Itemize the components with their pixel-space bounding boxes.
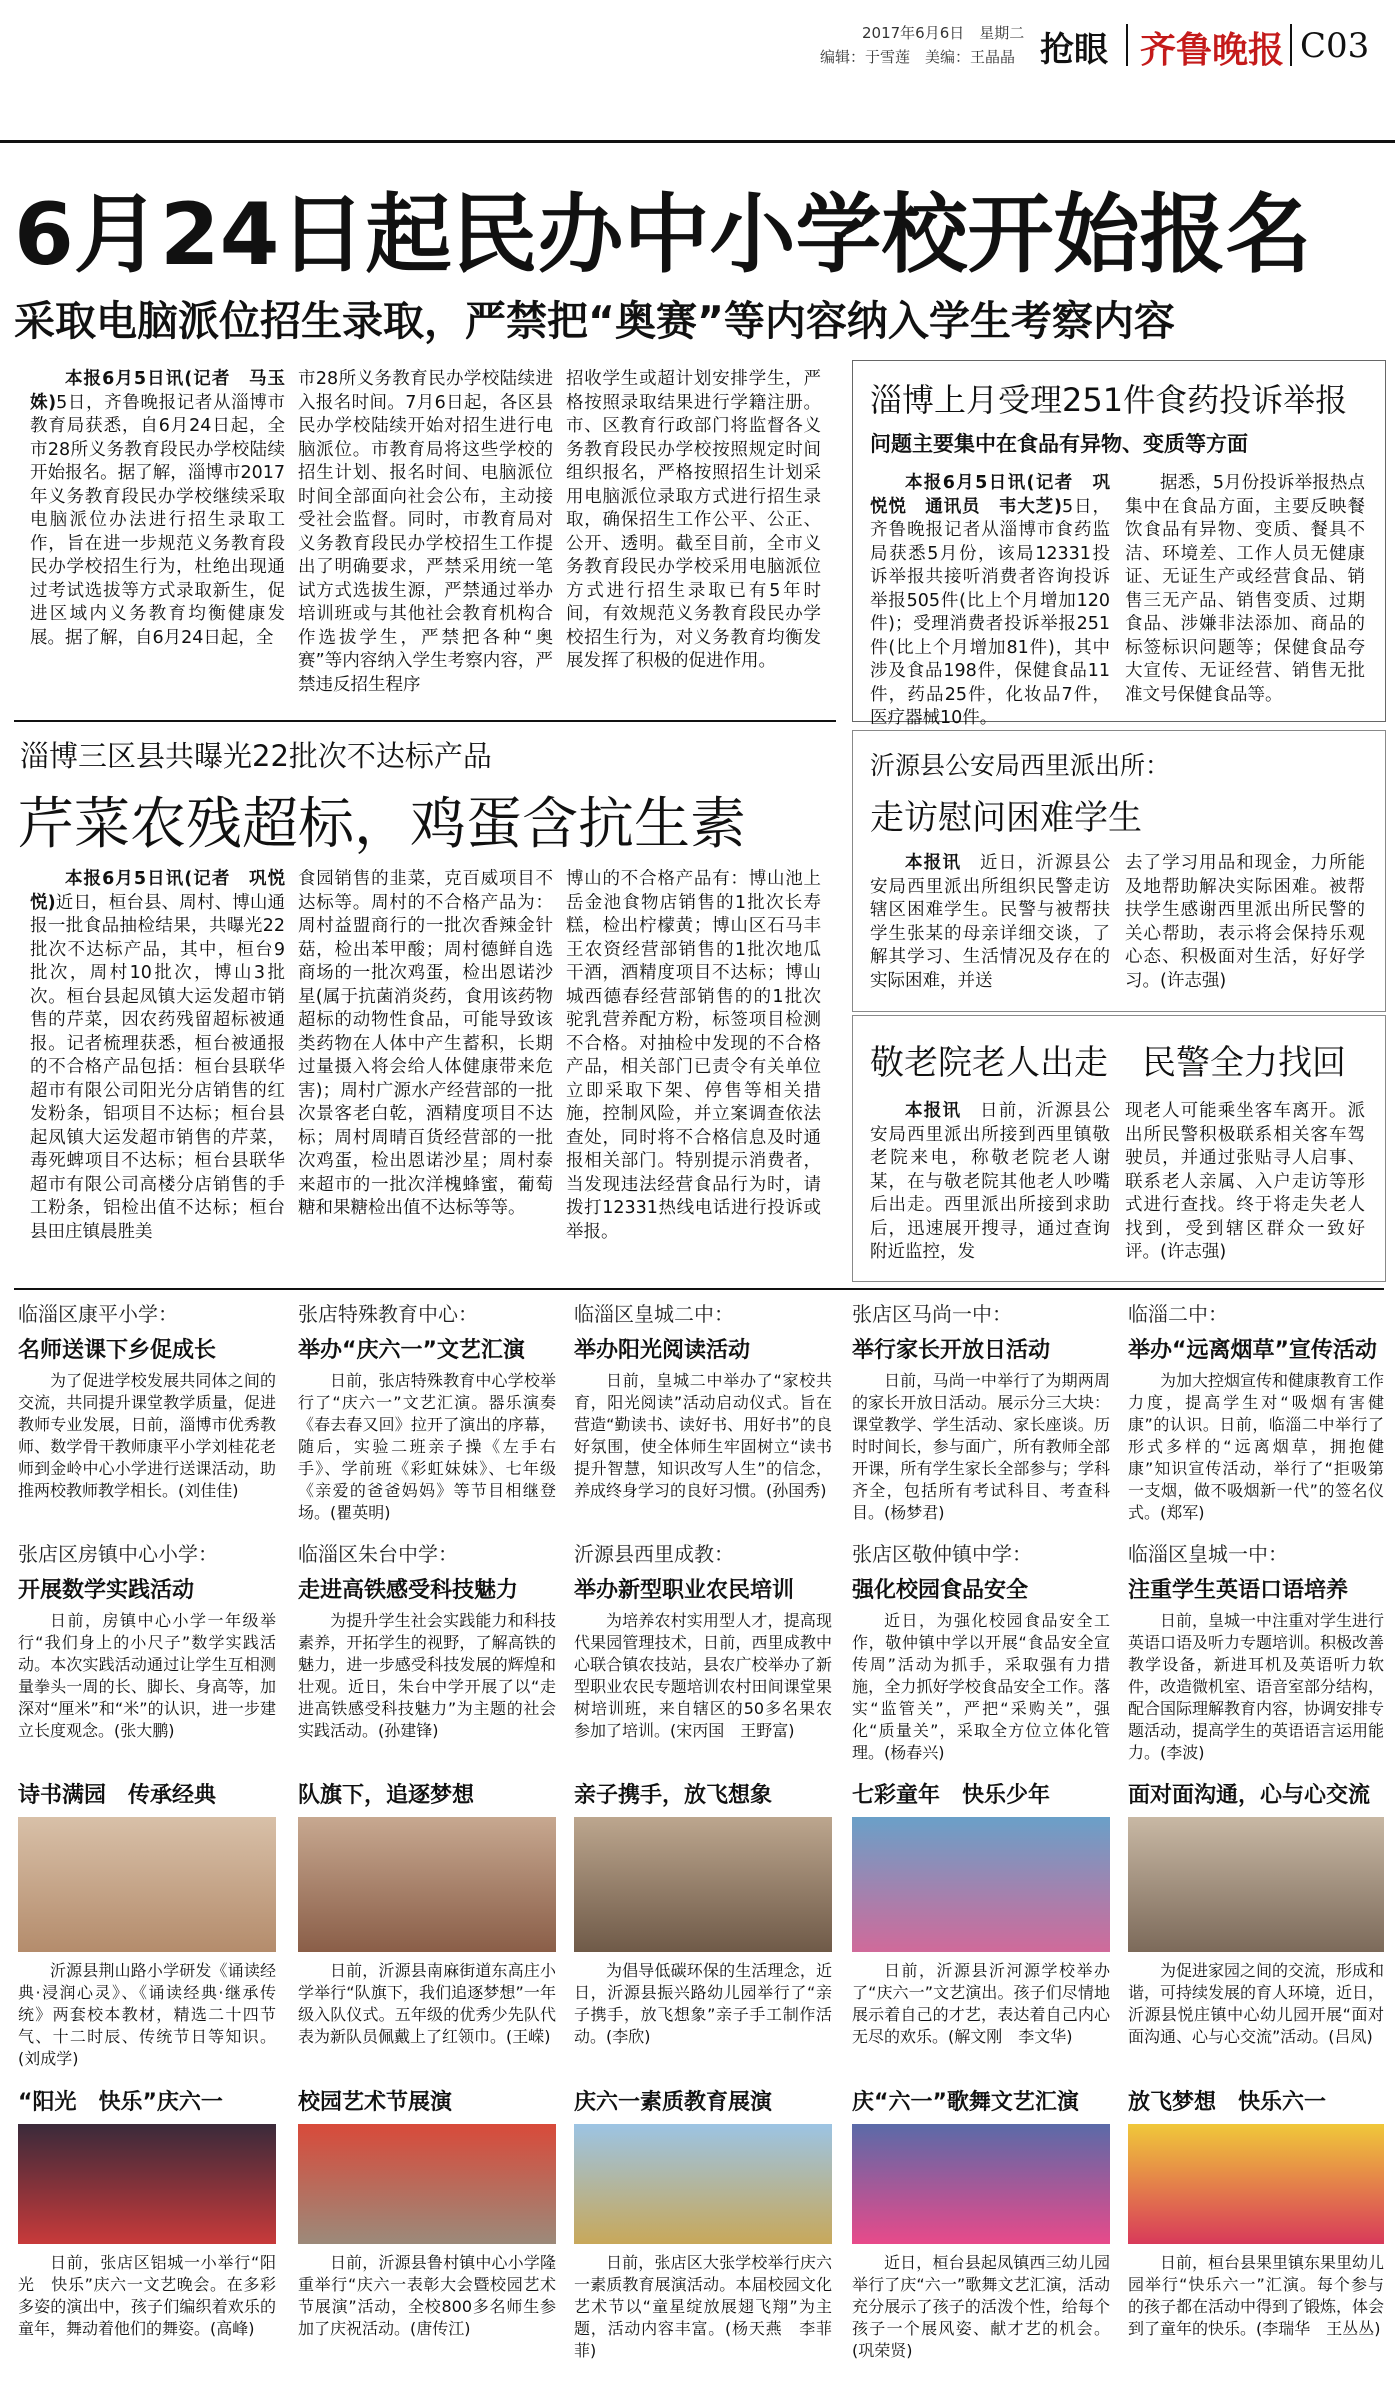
elder-col2-text: 现老人可能乘坐客车离开。派出所民警积极联系相关客车驾驶员，并通过张贴寻人启事、联系老人亲属、入户走访等形式进行查找。终于将走失老人找到，受到辖区群众一致好评。 xyxy=(1125,1101,1365,1262)
school-author: (张大鹏) xyxy=(114,1721,175,1740)
school-item xyxy=(1128,1538,1384,1764)
photo-author: (解文刚 李文华) xyxy=(948,2027,1073,2046)
school-label: 张店区房镇中心小学： xyxy=(18,1542,218,1566)
school-text: 日前，房镇中心小学一年级举行“我们身上的小尺子”数学实践活动。本次实践活动通过让学生互相测量拳头一周的长、脚长、身高等，加深对“厘米”和“米”的认识，进一步建立长度观念。 xyxy=(18,1611,276,1740)
school-title: 走进高铁感受科技魅力 xyxy=(298,1578,519,1603)
photo-text: 为倡导低碳环保的生活理念，近日，沂源县振兴路幼儿园举行了“亲子携手，放飞想象”亲子手工制作活动。 xyxy=(574,1961,832,2046)
veg-col1 xyxy=(30,868,285,1244)
police-title: 走访慰问困难学生 xyxy=(870,798,1142,838)
photo-author: (刘成学) xyxy=(18,2049,79,2068)
photo-text: 日前，沂源县南麻街道东高庄小学举行“队旗下，我们追逐梦想”一年级入队仪式。五年级的优秀少先队代表为新队员佩戴上了红领巾。 xyxy=(298,1961,556,2046)
photo-text: 日前，桓台县果里镇东果里幼儿园举行“快乐六一”汇演。每个参与的孩子都在活动中得到了锻炼，体会到了童年的快乐。 xyxy=(1128,2253,1385,2338)
newspaper-brand: 齐鲁晚报 xyxy=(1140,29,1285,71)
photo-text: 近日，桓台县起凤镇西三幼儿园举行了庆“六一”歌舞文艺汇演，活动充分展示了孩子的活泼个性，给每个孩子一个展风姿、献才艺的机会。 xyxy=(852,2253,1110,2338)
photo-image xyxy=(852,1817,1110,1952)
main-col1-text: 5日，齐鲁晚报记者从淄博市教育局获悉，自6月24日起，全市28所义务教育段民办学校陆续开始报名。据了解，淄博市2017年义务教育段民办学校继续采取电脑派位办法进行招生录取工作，旨在进一步规范义务教育段民办学校招生行为，杜绝出现通过考试选拔等方式录取新生，促进区域内义务教育均衡健康发展。据了解，自6月24日起，全 xyxy=(30,392,286,648)
elder-lead: 本报讯 xyxy=(905,1101,962,1121)
header-editor: 编辑：于雪莲 美编：王晶晶 xyxy=(820,48,1016,66)
school-title: 注重学生英语口语培养 xyxy=(1128,1578,1349,1603)
school-item xyxy=(298,1538,556,1742)
police-col1-text: 近日，沂源县公安局西里派出所组织民警走访辖区困难学生。民警与被帮扶学生张某的母亲详细交谈，了解其学习、生活情况及存在的实际困难，并送 xyxy=(870,853,1110,991)
photo-image xyxy=(298,2124,556,2244)
photo-title: 放飞梦想 快乐六一 xyxy=(1128,2090,1327,2115)
main-headline: 6月24日起民办中小学校开始报名 xyxy=(14,185,1312,285)
photo-item xyxy=(298,2085,556,2340)
veg-col1-text: 近日，桓台县、周村、博山通报一批食品抽检结果，共曝光22批次不达标产品，其中，桓台9批次，周村10批次，博山3批次。桓台县起凤镇大运发超市销售的芹菜，因农药残留超标被通报。记者梳理获悉，桓台被通报的不合格产品包括：桓台县联华超市有限公司阳光分店销售的红发粉条，铝项目不达标；桓台县起凤镇大运发超市销售的芹菜，毒死蜱项目不达标；桓台县联华超市有限公司高楼分店销售的手工粉条，铝检出值不达标；桓台县田庄镇晨胜美 xyxy=(30,892,286,1242)
school-text: 日前，皇城一中注重对学生进行英语口语及听力专题培训。积极改善教学设备，新进耳机及英语听力软件，改造微机室、语音室部分结构，配合国际理解教育内容，协调安排专题活动，提高学生的英语语言运用能力。 xyxy=(1128,1611,1385,1762)
police-col1 xyxy=(870,852,1110,993)
school-title: 举办“庆六一”文艺汇演 xyxy=(298,1338,525,1363)
photo-author: (杨天燕 李菲菲) xyxy=(574,2319,832,2360)
photo-title: 队旗下，追逐梦想 xyxy=(298,1783,475,1808)
photo-author: (李瑞华 王丛丛) xyxy=(1256,2319,1381,2338)
food-title: 淄博上月受理251件食药投诉举报 xyxy=(870,381,1348,419)
school-text: 为提升学生社会实践能力和科技素养，开拓学生的视野，了解高铁的魅力，进一步感受科技发展的辉煌和壮观。近日，朱台中学开展了以“走进高铁感受科技魅力”为主题的社会实践活动。 xyxy=(298,1611,556,1740)
school-label: 张店区敬仲镇中学： xyxy=(852,1542,1032,1566)
food-subtitle: 问题主要集中在食品有异物、变质等方面 xyxy=(870,432,1248,456)
photo-item xyxy=(18,2085,276,2340)
school-text: 为培养农村实用型人才，提高现代果园管理技术，日前，西里成教中心联合镇农技站，县农广校举办了新型职业农民专题培训农村田间课堂果树培训班，来自辖区的50多名果农参加了培训。 xyxy=(574,1611,832,1740)
photo-image xyxy=(1128,2124,1384,2244)
school-author: (宋丙国 王野富) xyxy=(670,1721,795,1740)
photo-title: 七彩童年 快乐少年 xyxy=(852,1783,1051,1808)
photo-title: 校园艺术节展演 xyxy=(298,2090,453,2115)
photo-author: (唐传江) xyxy=(410,2319,471,2338)
school-author: (刘佳佳) xyxy=(178,1481,239,1500)
photo-text: 日前，沂源县沂河源学校举办了“庆六一”文艺演出。孩子们尽情地展示着自己的才艺，表达着自己内心无尽的欢乐。 xyxy=(852,1961,1110,2046)
photo-item xyxy=(298,1778,556,2048)
photo-item xyxy=(574,2085,832,2362)
photo-image xyxy=(574,1817,832,1952)
photo-title: 面对面沟通，心与心交流 xyxy=(1128,1783,1371,1808)
photo-author: (吕凤) xyxy=(1328,2027,1373,2046)
page-number: C03 xyxy=(1300,26,1370,66)
photo-item xyxy=(1128,2085,1384,2340)
school-title: 举办阳光阅读活动 xyxy=(574,1338,751,1363)
photo-title: “阳光 快乐”庆六一 xyxy=(18,2090,223,2115)
police-author: (许志强) xyxy=(1160,970,1227,991)
school-item xyxy=(574,1538,832,1742)
section-name: 抢眼 xyxy=(1040,30,1108,70)
photo-image xyxy=(18,1817,276,1952)
food-lead: 本报6月5日讯(记者 巩悦悦 通讯员 韦大芝) xyxy=(870,473,1110,517)
main-article-col1 xyxy=(30,368,285,650)
school-title: 举办新型职业农民培训 xyxy=(574,1578,795,1603)
school-item xyxy=(18,1298,276,1502)
elder-author: (许志强) xyxy=(1160,1242,1227,1262)
photo-item xyxy=(18,1778,276,2070)
photo-image xyxy=(852,2124,1110,2244)
school-item xyxy=(1128,1298,1384,1524)
photo-item xyxy=(852,1778,1110,2048)
photo-image xyxy=(298,1817,556,1952)
school-item xyxy=(298,1298,556,1524)
school-title: 举办“远离烟草”宣传活动 xyxy=(1128,1338,1377,1363)
photo-image xyxy=(574,2124,832,2244)
main-lead: 本报6月5日讯(记者 马玉姝) xyxy=(30,369,285,413)
police-col2 xyxy=(1125,852,1365,993)
veg-col2 xyxy=(298,868,553,1221)
veg-col3-text: 博山的不合格产品有：博山池上岳金池食物店销售的1批次长寿糕，检出柠檬黄；博山区石马丰王农资经营部销售的1批次地瓜干酒，酒精度项目不达标；博山城西德春经营部销售的的1批次驼乳营养配方粉，标签项目检测不合格。对抽检中发现的不合格产品，相关部门已责令有关单位立即采取下架、停售等相关措施，控制风险，并立案调查依法查处，同时将不合格信息及时通报相关部门。特别提示消费者，当发现违法经营食品行为时，请拨打12331热线电话进行投诉或举报。 xyxy=(566,869,821,1242)
veg-headline: 芹菜农残超标，鸡蛋含抗生素 xyxy=(18,792,746,857)
school-label: 临淄区朱台中学： xyxy=(298,1542,458,1566)
school-author: (瞿英明) xyxy=(330,1503,391,1522)
header-divider xyxy=(1126,24,1128,66)
photo-text: 沂源县荆山路小学研发《诵读经典·浸润心灵》、《诵读经典·继承传统》两套校本教材，精选二十四节气、十二时辰、传统节日等知识。 xyxy=(18,1961,276,2046)
food-col2 xyxy=(1125,472,1365,707)
school-label: 张店特殊教育中心： xyxy=(298,1302,478,1326)
food-col1-text: 5日，齐鲁晚报记者从淄博市食药监局获悉5月份，该局12331投诉举报共接听消费者咨询投诉举报505件(比上个月增加120件)；受理消费者投诉举报251件(比上个月增加81件)，其中涉及食品198件，保健食品11件，药品25件，化妆品7件，医疗器械10件。 xyxy=(870,496,1110,728)
photo-text: 日前，张店区大张学校举行庆六一素质教育展演活动。本届校园文化艺术节以“童星绽放展翅飞翔”为主题，活动内容丰富。 xyxy=(574,2253,832,2338)
school-title: 举行家长开放日活动 xyxy=(852,1338,1051,1363)
main-article-col2 xyxy=(298,368,553,697)
school-text: 日前，马尚一中举行了为期两周的家长开放日活动。展示分三大块：课堂教学、学生活动、家长座谈。历时时间长，参与面广，所有教师全部开课，所有学生家长全部参与；学科齐全，包括所有考试科目、考查科目。 xyxy=(852,1371,1110,1522)
school-author: (孙建锋) xyxy=(378,1721,439,1740)
header-divider-2 xyxy=(1290,24,1292,66)
photo-item xyxy=(1128,1778,1384,2048)
photo-author: (巩荣贤) xyxy=(852,2341,913,2360)
photo-text: 日前，沂源县鲁村镇中心小学隆重举行“庆六一表彰大会暨校园艺术节展演”活动，全校800多名师生参加了庆祝活动。 xyxy=(298,2253,556,2338)
food-col2-text: 据悉，5月份投诉举报热点集中在食品方面，主要反映餐饮食品有异物、变质、餐具不洁、环境差、工作人员无健康证、无证生产或经营食品、销售三无产品、销售变质、过期食品、涉嫌非法添加、商品的标签标识问题等；保健食品夸大宣传、无证经营、销售无批准文号保健食品等。 xyxy=(1125,473,1365,705)
photo-title: 诗书满园 传承经典 xyxy=(18,1783,217,1808)
school-author: (郑军) xyxy=(1160,1503,1205,1522)
school-author: (孙国秀) xyxy=(766,1481,827,1500)
school-item xyxy=(852,1298,1110,1524)
school-title: 名师送课下乡促成长 xyxy=(18,1338,217,1363)
photo-author: (李欣) xyxy=(606,2027,651,2046)
photo-title: 庆“六一”歌舞文艺汇演 xyxy=(852,2090,1079,2115)
school-section-rule xyxy=(14,1288,1384,1290)
photo-text: 为促进家园之间的交流，形成和谐，可持续发展的育人环境，近日，沂源县悦庄镇中心幼儿园开展“面对面沟通、心与心交流”活动。 xyxy=(1128,1961,1385,2046)
school-author: (李波) xyxy=(1160,1743,1205,1762)
photo-item xyxy=(574,1778,832,2048)
police-col2-text: 去了学习用品和现金，力所能及地帮助解决实际困难。被帮扶学生感谢西里派出所民警的关心帮助，表示将会保持乐观心态、积极面对生活，好好学习。 xyxy=(1125,853,1365,991)
school-title: 开展数学实践活动 xyxy=(18,1578,195,1603)
main-subheadline: 采取电脑派位招生录取，严禁把“奥赛”等内容纳入学生考察内容 xyxy=(14,297,1175,345)
school-label: 临淄区皇城二中： xyxy=(574,1302,734,1326)
school-author: (杨梦君) xyxy=(884,1503,945,1522)
photo-author: (高峰) xyxy=(210,2319,255,2338)
elder-title: 敬老院老人出走 民警全力找回 xyxy=(870,1043,1346,1083)
photo-title: 庆六一素质教育展演 xyxy=(574,2090,773,2115)
school-label: 临淄区皇城一中： xyxy=(1128,1542,1288,1566)
photo-author: (王嵘) xyxy=(506,2027,551,2046)
school-label: 张店区马尚一中： xyxy=(852,1302,1012,1326)
school-text: 为了促进学校发展共同体之间的交流，共同提升课堂教学质量，促进教师专业发展，日前，淄博市优秀教师、数学骨干教师康平小学刘桂花老师到金岭中心小学进行送课活动，助推两校教师教学相长。 xyxy=(18,1371,276,1500)
food-col1 xyxy=(870,472,1110,731)
school-label: 临淄区康平小学： xyxy=(18,1302,178,1326)
school-label: 沂源县西里成教： xyxy=(574,1542,734,1566)
veg-kicker: 淄博三区县共曝光22批次不达标产品 xyxy=(20,739,492,773)
veg-lead: 本报6月5日讯(记者 巩悦悦) xyxy=(30,869,285,913)
school-text: 日前，皇城二中举办了“家校共育，阳光阅读”活动启动仪式。旨在营造“勤读书、读好书、用好书”的良好氛围，使全体师生牢固树立“读书提升智慧，知识改写人生”的信念，养成终身学习的良好习惯。 xyxy=(574,1371,832,1500)
elder-col2 xyxy=(1125,1100,1365,1265)
photo-image xyxy=(18,2124,276,2244)
veg-col2-text: 食园销售的韭菜，克百威项目不达标等。周村的不合格产品为：周村益盟商行的一批次香辣金针菇，检出苯甲酸；周村德鲜自选商场的一批次鸡蛋，检出恩诺沙星(属于抗菌消炎药，食用该药物超标的动物性食品，可能导致该类药物在人体中产生蓄积，长期过量摄入将会给人体健康带来危害)；周村广源水产经营部的一批次景客老白乾，酒精度项目不达标；周村周晴百货经营部的一批次鸡蛋，检出恩诺沙星；周村泰来超市的一批次洋槐蜂蜜，葡萄糖和果糖检出值不达标等等。 xyxy=(298,869,553,1218)
main-article-col3 xyxy=(566,368,821,674)
photo-text: 日前，张店区铝城一小举行“阳光 快乐”庆六一文艺晚会。在多彩多姿的演出中，孩子们编织着欢乐的童年，舞动着他们的舞姿。 xyxy=(18,2253,276,2338)
photo-item xyxy=(852,2085,1110,2362)
veg-col3 xyxy=(566,868,821,1244)
school-item xyxy=(18,1538,276,1742)
photo-title: 亲子携手，放飞想象 xyxy=(574,1783,773,1808)
school-item xyxy=(574,1298,832,1502)
section-rule xyxy=(14,720,836,722)
elder-col1 xyxy=(870,1100,1110,1265)
school-title: 强化校园食品安全 xyxy=(852,1578,1029,1603)
school-text: 为加大控烟宣传和健康教育工作力度，提高学生对“吸烟有害健康”的认识。日前，临淄二中举行了形式多样的“远离烟草，拥抱健康”知识宣传活动，举行了“拒吸第一支烟，做不吸烟新一代”的签名仪式。 xyxy=(1128,1371,1385,1522)
header-rule xyxy=(0,140,1395,143)
school-author: (杨春兴) xyxy=(884,1743,945,1762)
header-date: 2017年6月6日 星期二 xyxy=(862,24,1025,42)
elder-col1-text: 日前，沂源县公安局西里派出所接到西里镇敬老院来电，称敬老院老人谢某，在与敬老院其他老人吵嘴后出走。西里派出所接到求助后，迅速展开搜寻，通过查询附近监控，发 xyxy=(870,1101,1110,1262)
police-lead: 本报讯 xyxy=(905,853,962,873)
school-label: 临淄二中： xyxy=(1128,1302,1228,1326)
school-text: 近日，为强化校园食品安全工作，敬仲镇中学以开展“食品安全宣传周”活动为抓手，采取强有力措施，全力抓好学校食品安全工作。落实“监管关”，严把“采购关”，强化“质量关”，采取全方位立体化管理。 xyxy=(852,1611,1110,1762)
school-item xyxy=(852,1538,1110,1764)
main-col2-text: 市28所义务教育民办学校陆续进入报名时间。7月6日起，各区县民办学校陆续开始对招生进行电脑派位。市教育局将这些学校的招生计划、报名时间、电脑派位时间全部面向社会公布，主动接受社会监督。同时，市教育局对义务教育段民办学校招生工作提出了明确要求，严禁采用统一笔试方式选拔生源，严禁通过举办培训班或与其他社会教育机构合作选拔学生，严禁把各种“奥赛”等内容纳入学生考察内容，严禁违反招生程序 xyxy=(298,369,553,695)
photo-image xyxy=(1128,1817,1384,1952)
school-text: 日前，张店特殊教育中心学校举行了“庆六一”文艺汇演。器乐演奏《春去春又回》拉开了演出的序幕，随后，实验二班亲子操《左手右手》、学前班《彩虹妹妹》、七年级《亲爱的爸爸妈妈》等节目相继登场。 xyxy=(298,1371,556,1522)
police-kicker: 沂源县公安局西里派出所： xyxy=(870,751,1171,780)
main-col3-text: 招收学生或超计划安排学生，严格按照录取结果进行学籍注册。市、区教育行政部门将监督各义务教育段民办学校按照规定时间组织报名，严格按照招生计划采用电脑派位录取方式进行招生录取，确保招生工作公平、公正、公开、透明。截至目前，全市义务教育段民办学校采用电脑派位方式进行招生录取已有5年时间，有效规范义务教育段民办学校招生行为，对义务教育均衡发展发挥了积极的促进作用。 xyxy=(566,369,821,671)
